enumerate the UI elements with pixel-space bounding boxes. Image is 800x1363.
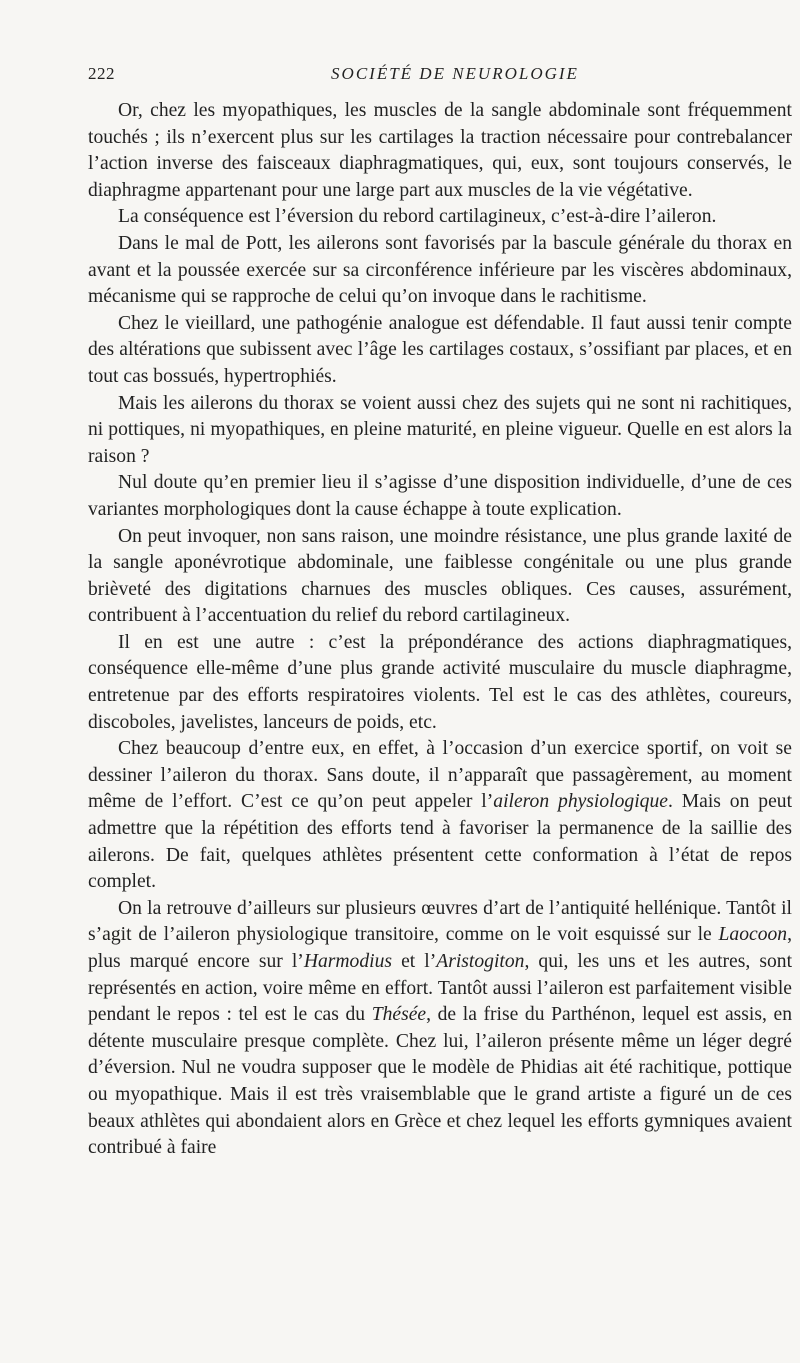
running-title: SOCIÉTÉ DE NEUROLOGIE [331, 64, 579, 83]
body-text [88, 98, 792, 1162]
paragraph: Nul doute qu’en premier lieu il s’agisse d’une disposition individuelle, d’une de ces variantes morphologiques dont la cause échappe à toute explication. [88, 472, 792, 520]
paragraph: Dans le mal de Pott, les ailerons sont favorisés par la bascule générale du thorax en avant et la poussée exercée sur sa circonférence inférieure par les viscères abdominaux, mécanisme qui se rapproche de celui qu’on invoque dans le rachitisme. [88, 232, 792, 308]
paragraph: Chez le vieillard, une pathogénie analogue est défendable. Il faut aussi tenir compte des altérations que subissent avec l’âge les cartilages costaux, s’ossifiant par places, et en tout cas bossués, hypertrophiés. [88, 312, 792, 387]
page-header [88, 64, 792, 92]
paragraph: On la retrouve d’ailleurs sur plusieurs œuvres d’art de l’antiquité hellénique. Tantôt il s’agit de l’aileron physiologique transitoire, comme on le voit esquissé sur le Laocoon, plus marqué encore sur l’Harmodius et l’Aristogiton, qui, les uns et les autres, sont représentés en action, voire même en effort. Tantôt aussi l’aileron est parfaitement visible pendant le repos : tel est le cas du Thésée, de la frise du Parthénon, lequel est assis, en détente musculaire presque complète. Chez lui, l’aileron présente même un léger degré d’éversion. Nul ne voudra supposer que le modèle de Phidias ait été rachitique, pottique ou myopathique. Mais il est très vraisemblable que le grand artiste a figuré un de ces beaux athlètes qui abondaient alors en Grèce et chez lequel les efforts gymniques avaient contribué à faire [88, 897, 793, 1159]
italic-term: aileron physiologique [493, 791, 668, 813]
paragraph: Il en est une autre : c’est la prépondérance des actions diaphragmatiques, conséquence elle-même d’une plus grande activité musculaire du muscle diaphragme, entretenue par des efforts respiratoires violents. Tel est le cas des athlètes, coureurs, discoboles, javelistes, lanceurs de poids, etc. [88, 631, 792, 733]
paragraph: Or, chez les myopathiques, les muscles de la sangle abdominale sont fréquemment touchés ; ils n’exercent plus sur les cartilages la traction nécessaire pour contrebalancer l’action inverse des faisceaux diaphragmatiques, qui, eux, sont toujours conservés, le diaphragme appartenant pour une large part aux muscles de la vie végétative. [88, 100, 792, 201]
paragraph: Mais les ailerons du thorax se voient aussi chez des sujets qui ne sont ni rachitiques, ni pottiques, ni myopathiques, en pleine maturité, en pleine vigueur. Quelle en est alors la raison ? [88, 392, 792, 467]
page-number: 222 [88, 64, 115, 83]
paragraph: On peut invoquer, non sans raison, une moindre résistance, une plus grande laxité de la sangle aponévrotique abdominale, une faiblesse congénitale ou une plus grande brièveté des digitations charnues des muscles obliques. Ces causes, assurément, contribuent à l’accentuation du relief du rebord cartilagineux. [88, 525, 792, 627]
italic-term: Harmodius [303, 951, 393, 972]
italic-term: Thésée [371, 1004, 427, 1026]
paragraph: La conséquence est l’éversion du rebord cartilagineux, c’est-à-dire l’aileron. [118, 206, 717, 228]
italic-term: Laocoon [718, 924, 788, 946]
paragraph: Chez beaucoup d’entre eux, en effet, à l’occasion d’un exercice sportif, on voit se dessiner l’aileron du thorax. Sans doute, il n’apparaît que passagèrement, au moment même de l’effort. C’est ce qu’on peut appeler l’aileron physiologique. Mais on peut admettre que la répétition des efforts tend à favoriser la permanence de la saillie des ailerons. De fait, quelques athlètes présentent cette conformation à l’état de repos complet. [88, 738, 793, 893]
italic-term: Aristogiton [436, 951, 525, 972]
